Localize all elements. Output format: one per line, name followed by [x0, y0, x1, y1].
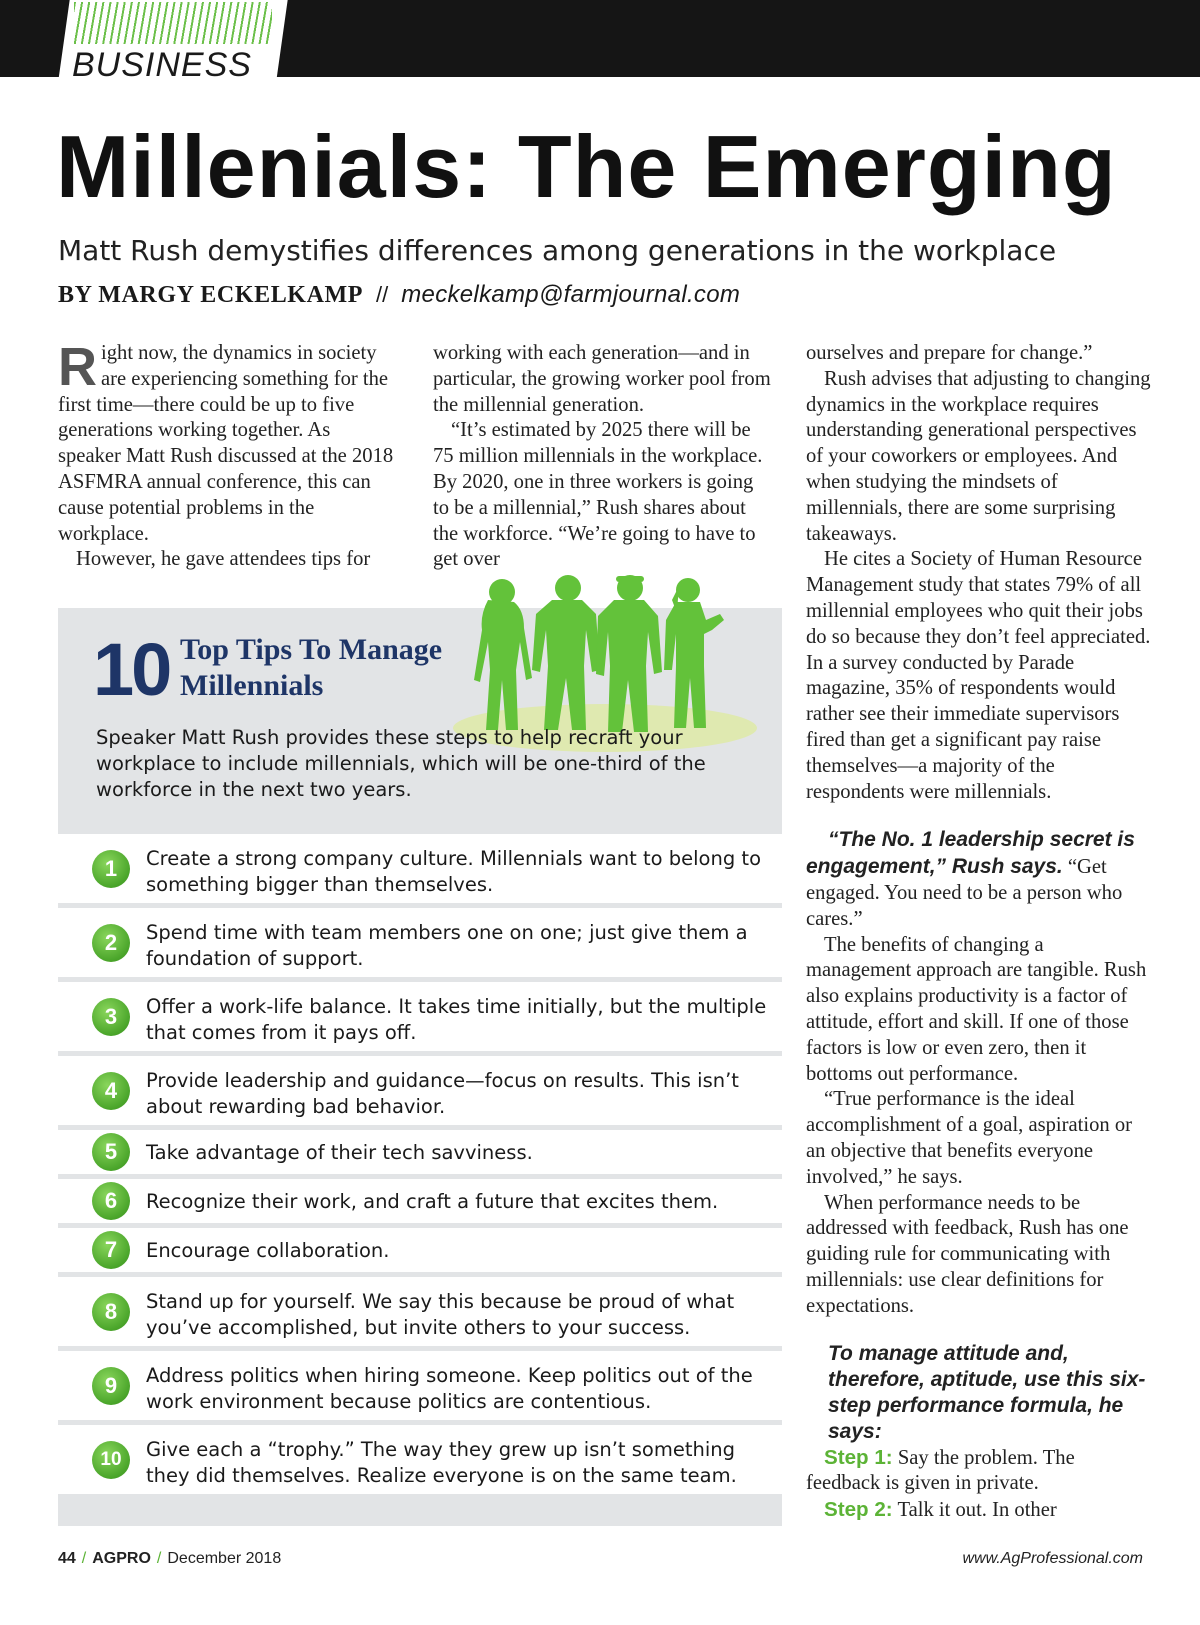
tip-item — [58, 903, 782, 977]
tip-item — [58, 1346, 782, 1420]
tip-number-badge: 3 — [92, 998, 130, 1036]
paragraph-text: ight now, the dynamics in society are experiencing something for the first time—there could be up to five generations working together. As speaker Matt Rush discussed at the 2018 ASFMRA annual conference, this can cause potential problems in the workplace. — [58, 342, 394, 545]
step-paragraph — [806, 1497, 1151, 1524]
pull-quote: To manage attitude and, therefore, aptitude, use this six-step performance formula, he says: — [828, 1342, 1146, 1443]
paragraph: “It’s estimated by 2025 there will be 75 million millennials in the workplace. By 2020, one in three workers is going to be a millennial,” Rush shares about the workforce. “We’re going to have to get over — [433, 419, 763, 571]
tip-number-badge: 5 — [92, 1133, 130, 1171]
sidebar-number: 10 — [93, 628, 170, 711]
tip-text: Offer a work-life balance. It takes time initially, but the multiple that comes from it pays off. — [146, 995, 767, 1044]
paragraph: When performance needs to be addressed with feedback, Rush has one guiding rule for communicating with millennials: use clear definitions for expectations. — [806, 1191, 1129, 1317]
paragraph: He cites a Society of Human Resource Management study that states 79% of all millennial employees who quit their jobs do so because they don’t feel appreciated. In a survey conducted by Parade magazine, 35% of respondents would rather see their immediate supervisors fired than get a significant pay raise themselves—a majority of the respondents were millennials. — [806, 548, 1151, 803]
tip-number-badge: 4 — [92, 1072, 130, 1110]
tip-text: Give each a “trophy.” The way they grew up isn’t something they did themselves. Realize everyone is on the same team. — [146, 1438, 737, 1487]
byline-separator: // — [376, 282, 389, 307]
paragraph: ourselves and prepare for change.” — [806, 342, 1093, 364]
paragraph — [58, 337, 398, 547]
deck: Matt Rush demystifies differences among generations in the workplace — [58, 234, 1057, 267]
folio — [58, 1550, 281, 1568]
body-column-3 — [806, 341, 1151, 1524]
paragraph: Rush advises that adjusting to changing dynamics in the workplace requires understanding generational perspectives of your coworkers or employees. And when studying the mindsets of millennials, there are some surprising takeaways. — [806, 367, 1151, 545]
tip-number-badge: 9 — [92, 1367, 130, 1405]
paragraph: “True performance is the ideal accomplishment of a goal, aspiration or an objective that benefits everyone involved,” he says. — [806, 1088, 1132, 1188]
paragraph-text: “Get engaged. You need to be a person who cares.” — [806, 856, 1123, 930]
tip-number-badge: 2 — [92, 924, 130, 962]
silhouette-person — [474, 579, 532, 730]
step-label: Step 2: — [824, 1498, 893, 1522]
tip-text: Provide leadership and guidance—focus on results. This isn’t about rewarding bad behavior. — [146, 1069, 739, 1118]
sidebar-intro: Speaker Matt Rush provides these steps to help recraft your workplace to include millennials, which will be one-third of the workforce in the next two years. — [96, 726, 706, 801]
tip-number-badge: 1 — [92, 850, 130, 888]
author-name: BY MARGY ECKELKAMP — [58, 282, 364, 308]
tip-item — [58, 977, 782, 1051]
body-column-2 — [433, 341, 773, 573]
tip-item — [58, 1420, 782, 1494]
tip-item — [58, 1125, 782, 1174]
step-text: Talk it out. In other — [892, 1499, 1057, 1522]
headline: Millenials: The Emerging — [56, 117, 1117, 216]
pull-quote: “The No. 1 leadership secret is engagement,” Rush says. — [806, 828, 1135, 879]
website-url: www.AgProfessional.com — [962, 1550, 1143, 1567]
step-text: Say the problem. The feedback is given in private. — [806, 1446, 1075, 1495]
tip-number-badge: 7 — [92, 1231, 130, 1269]
tip-text: Address politics when hiring someone. Keep politics out of the work environment because politics are contentious. — [146, 1364, 753, 1413]
tip-text: Stand up for yourself. We say this because be proud of what you’ve accomplished, but invite others to your success. — [146, 1290, 735, 1339]
paragraph — [806, 827, 1151, 932]
issue-date: December 2018 — [167, 1550, 282, 1567]
sidebar-title: Top Tips To Manage Millennials — [180, 633, 443, 702]
byline — [58, 281, 740, 309]
silhouette-person — [664, 578, 724, 728]
tip-text: Encourage collaboration. — [146, 1239, 390, 1262]
tip-item — [58, 1223, 782, 1272]
tip-text: Take advantage of their tech savviness. — [146, 1141, 533, 1164]
paragraph: working with each generation—and in particular, the growing worker pool from the millennial generation. — [433, 342, 771, 416]
tip-item — [58, 1051, 782, 1125]
step-label: Step 1: — [824, 1445, 893, 1469]
tip-text: Recognize their work, and craft a future that excites them. — [146, 1190, 719, 1213]
drop-cap: R — [58, 337, 97, 397]
section-label: BUSINESS — [72, 46, 252, 84]
tip-item — [58, 1174, 782, 1223]
tip-number-badge: 10 — [92, 1441, 130, 1479]
tip-text: Spend time with team members one on one; just give them a foundation of support. — [146, 921, 748, 970]
magazine-name: AGPRO — [92, 1550, 151, 1567]
body-column-1 — [58, 337, 398, 573]
section-hatch-decoration — [74, 2, 272, 44]
page-number: 44 — [58, 1550, 76, 1567]
tips-list — [58, 834, 782, 1494]
tip-number-badge: 8 — [92, 1293, 130, 1331]
tip-item — [58, 834, 782, 903]
paragraph: However, he gave attendees tips for — [76, 548, 371, 571]
folio-separator: / — [81, 1550, 87, 1567]
folio-separator: / — [156, 1550, 162, 1567]
paragraph: The benefits of changing a management approach are tangible. Rush also explains productivity is a factor of attitude, effort and skill. If one of those factors is low or even zero, then it bottoms out performance. — [806, 933, 1147, 1085]
tip-text: Create a strong company culture. Millennials want to belong to something bigger than themselves. — [146, 847, 762, 896]
tip-item — [58, 1272, 782, 1346]
author-email: meckelkamp@farmjournal.com — [401, 281, 741, 308]
step-paragraph — [806, 1445, 1151, 1498]
tip-number-badge: 6 — [92, 1182, 130, 1220]
